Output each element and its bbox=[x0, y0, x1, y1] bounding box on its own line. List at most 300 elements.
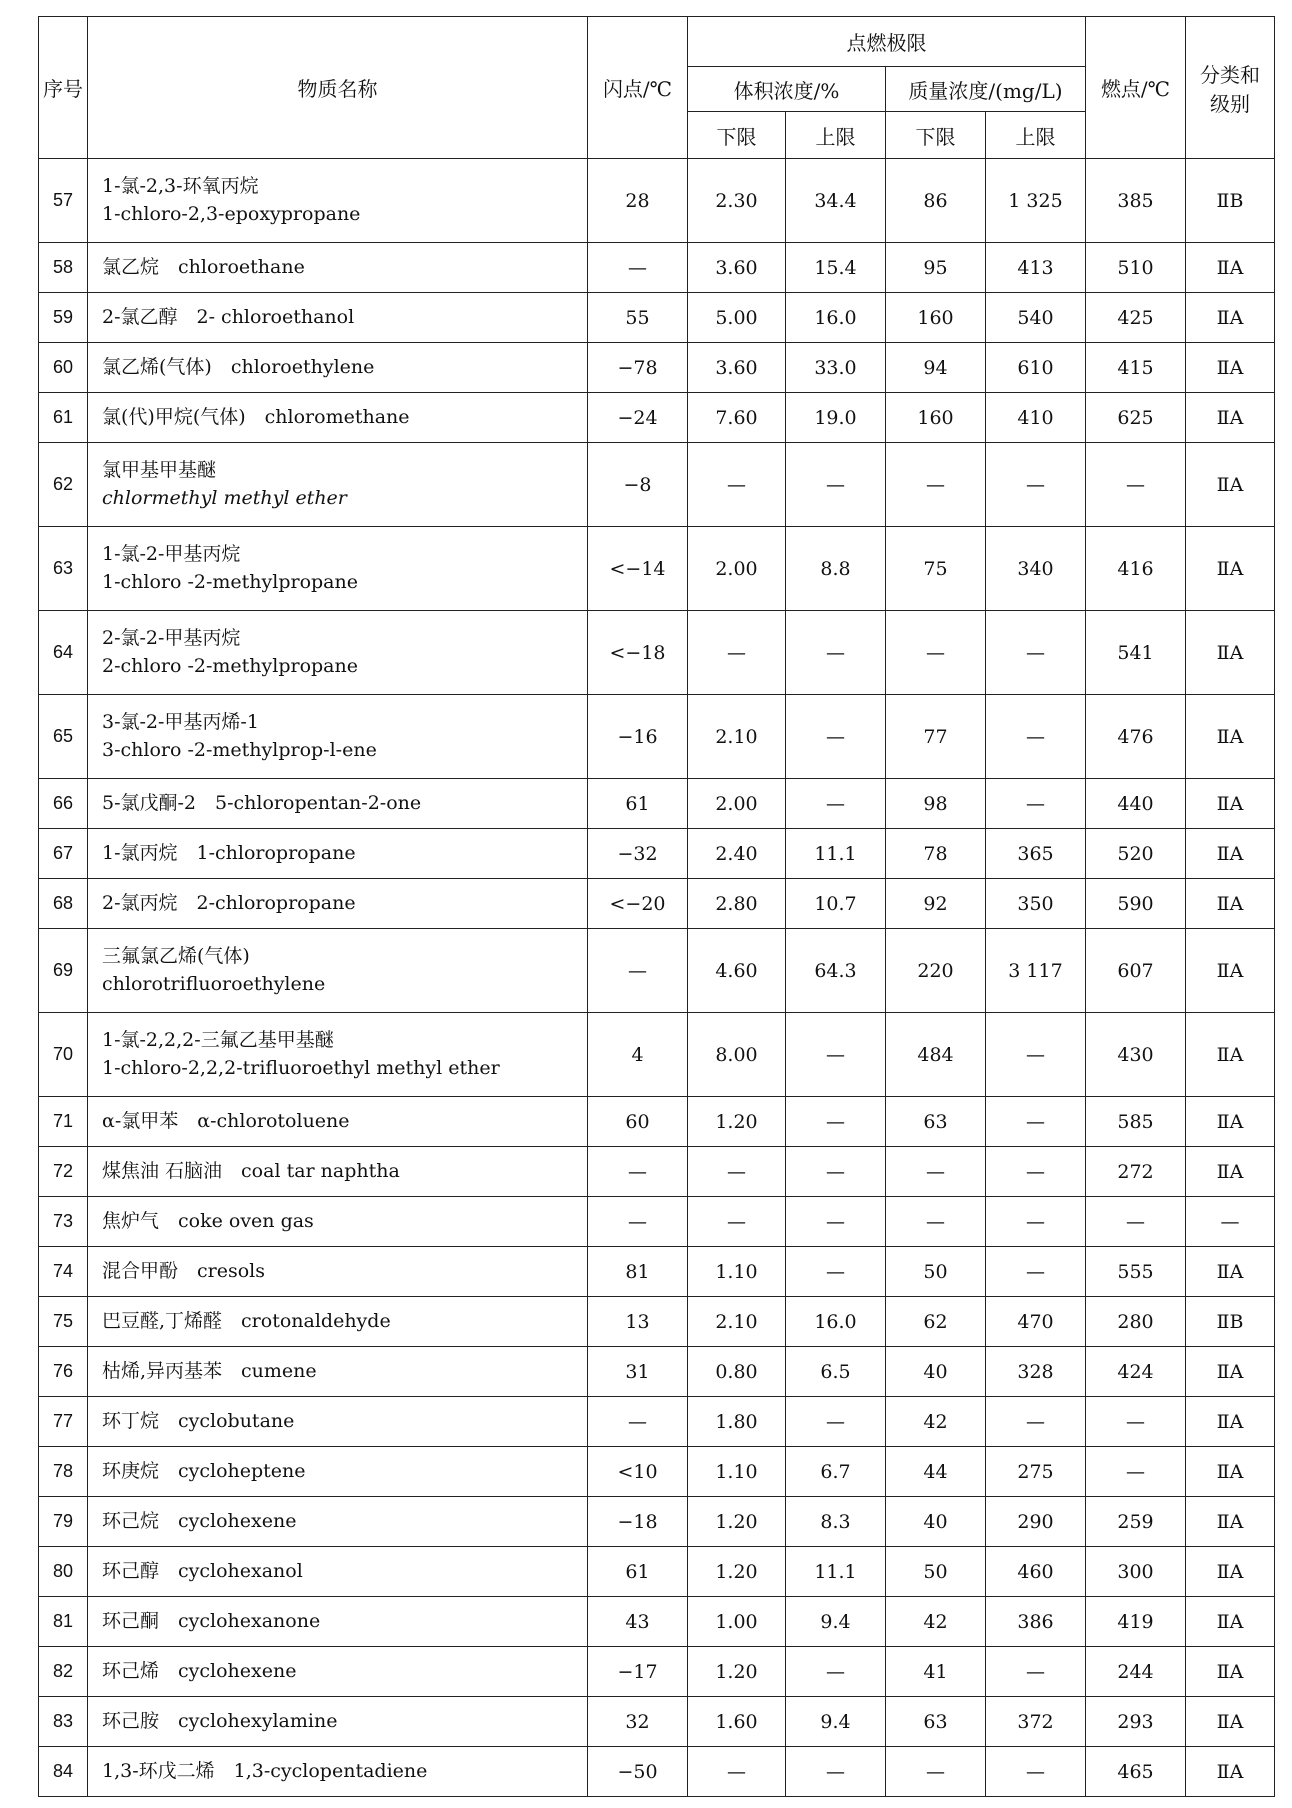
table-row bbox=[39, 1247, 1275, 1297]
row-vol-upper: 33.0 bbox=[786, 343, 886, 393]
row-ignition-point: 280 bbox=[1086, 1297, 1186, 1347]
row-ignition-point: 510 bbox=[1086, 243, 1186, 293]
row-classification: ⅡA bbox=[1186, 1013, 1275, 1097]
row-mass-lower: 98 bbox=[886, 779, 986, 829]
row-substance-name: 环己烷 cyclohexene bbox=[88, 1497, 588, 1547]
row-ignition-point: 440 bbox=[1086, 779, 1186, 829]
row-seq: 60 bbox=[39, 343, 88, 393]
table-row bbox=[39, 611, 1275, 695]
row-flash-point: <−20 bbox=[588, 879, 688, 929]
row-ignition-point: 590 bbox=[1086, 879, 1186, 929]
table-row bbox=[39, 929, 1275, 1013]
row-ignition-point: 607 bbox=[1086, 929, 1186, 1013]
row-vol-lower: 3.60 bbox=[688, 243, 786, 293]
row-substance-name: 枯烯,异丙基苯 cumene bbox=[88, 1347, 588, 1397]
row-classification: ⅡB bbox=[1186, 159, 1275, 243]
table-row bbox=[39, 1013, 1275, 1097]
row-classification: ⅡA bbox=[1186, 443, 1275, 527]
row-vol-upper: — bbox=[786, 1747, 886, 1797]
row-mass-lower: — bbox=[886, 1747, 986, 1797]
table-row bbox=[39, 1697, 1275, 1747]
row-mass-lower: 63 bbox=[886, 1097, 986, 1147]
row-mass-upper: — bbox=[986, 443, 1086, 527]
row-ignition-point: — bbox=[1086, 1397, 1186, 1447]
row-flash-point: −18 bbox=[588, 1497, 688, 1547]
row-mass-lower: — bbox=[886, 1147, 986, 1197]
row-substance-name bbox=[88, 527, 588, 611]
flammability-table bbox=[38, 16, 1275, 1797]
row-vol-upper: — bbox=[786, 1197, 886, 1247]
row-seq: 57 bbox=[39, 159, 88, 243]
row-ignition-point: 625 bbox=[1086, 393, 1186, 443]
row-substance-name bbox=[88, 695, 588, 779]
row-ignition-point: 465 bbox=[1086, 1747, 1186, 1797]
substance-name-en: 3-chloro -2-methylprop-l-ene bbox=[102, 738, 377, 761]
row-flash-point: <−18 bbox=[588, 611, 688, 695]
row-vol-lower: 1.60 bbox=[688, 1697, 786, 1747]
row-vol-upper: 9.4 bbox=[786, 1697, 886, 1747]
header-class-line1: 分类和 bbox=[1200, 62, 1260, 87]
row-ignition-point: 244 bbox=[1086, 1647, 1186, 1697]
row-vol-lower: 0.80 bbox=[688, 1347, 786, 1397]
row-mass-lower: 92 bbox=[886, 879, 986, 929]
row-vol-lower: 2.00 bbox=[688, 779, 786, 829]
table-row bbox=[39, 527, 1275, 611]
row-mass-lower: 484 bbox=[886, 1013, 986, 1097]
row-mass-lower: — bbox=[886, 611, 986, 695]
row-mass-upper: 328 bbox=[986, 1347, 1086, 1397]
row-mass-upper: 410 bbox=[986, 393, 1086, 443]
row-seq: 62 bbox=[39, 443, 88, 527]
row-flash-point: 60 bbox=[588, 1097, 688, 1147]
row-flash-point: 32 bbox=[588, 1697, 688, 1747]
row-flash-point: — bbox=[588, 929, 688, 1013]
row-classification: ⅡA bbox=[1186, 527, 1275, 611]
row-classification: ⅡA bbox=[1186, 1247, 1275, 1297]
row-mass-upper: — bbox=[986, 1197, 1086, 1247]
row-substance-name: 氯乙烯(气体) chloroethylene bbox=[88, 343, 588, 393]
table-row bbox=[39, 1597, 1275, 1647]
row-mass-upper: — bbox=[986, 1097, 1086, 1147]
row-mass-lower: 40 bbox=[886, 1347, 986, 1397]
row-flash-point: 61 bbox=[588, 779, 688, 829]
table-row bbox=[39, 343, 1275, 393]
row-vol-upper: 15.4 bbox=[786, 243, 886, 293]
row-vol-lower: — bbox=[688, 1147, 786, 1197]
row-seq: 58 bbox=[39, 243, 88, 293]
row-substance-name bbox=[88, 611, 588, 695]
table-row bbox=[39, 829, 1275, 879]
row-seq: 67 bbox=[39, 829, 88, 879]
row-vol-upper: 19.0 bbox=[786, 393, 886, 443]
row-flash-point: 28 bbox=[588, 159, 688, 243]
row-classification: — bbox=[1186, 1197, 1275, 1247]
row-seq: 68 bbox=[39, 879, 88, 929]
table-row bbox=[39, 159, 1275, 243]
row-classification: ⅡA bbox=[1186, 1547, 1275, 1597]
substance-name-en: 1-chloro -2-methylpropane bbox=[102, 570, 358, 593]
row-mass-lower: 42 bbox=[886, 1397, 986, 1447]
row-seq: 65 bbox=[39, 695, 88, 779]
table-row bbox=[39, 1397, 1275, 1447]
substance-name-cn: 1-氯-2,3-环氧丙烷 bbox=[102, 174, 259, 197]
header-name: 物质名称 bbox=[88, 17, 588, 159]
row-flash-point: 13 bbox=[588, 1297, 688, 1347]
row-vol-lower: 8.00 bbox=[688, 1013, 786, 1097]
row-mass-upper: 3 117 bbox=[986, 929, 1086, 1013]
row-substance-name: 氯(代)甲烷(气体) chloromethane bbox=[88, 393, 588, 443]
row-seq: 80 bbox=[39, 1547, 88, 1597]
substance-name-en: 1-chloro-2,2,2-trifluoroethyl methyl ether bbox=[102, 1056, 500, 1079]
row-vol-upper: 6.5 bbox=[786, 1347, 886, 1397]
row-mass-lower: 40 bbox=[886, 1497, 986, 1547]
row-vol-upper: — bbox=[786, 779, 886, 829]
row-mass-upper: 290 bbox=[986, 1497, 1086, 1547]
row-classification: ⅡA bbox=[1186, 1497, 1275, 1547]
header-classification bbox=[1186, 17, 1275, 159]
row-flash-point: −50 bbox=[588, 1747, 688, 1797]
header-mass-concentration: 质量浓度/(mg/L) bbox=[886, 67, 1086, 112]
header-seq: 序号 bbox=[39, 17, 88, 159]
row-substance-name: 氯乙烷 chloroethane bbox=[88, 243, 588, 293]
row-classification: ⅡA bbox=[1186, 1447, 1275, 1497]
table-row bbox=[39, 393, 1275, 443]
row-flash-point: 55 bbox=[588, 293, 688, 343]
row-vol-upper: 64.3 bbox=[786, 929, 886, 1013]
row-flash-point: 81 bbox=[588, 1247, 688, 1297]
row-flash-point: −8 bbox=[588, 443, 688, 527]
row-vol-upper: 8.8 bbox=[786, 527, 886, 611]
row-vol-lower: 3.60 bbox=[688, 343, 786, 393]
row-mass-upper: — bbox=[986, 1247, 1086, 1297]
row-mass-upper: — bbox=[986, 779, 1086, 829]
table-row bbox=[39, 879, 1275, 929]
row-seq: 76 bbox=[39, 1347, 88, 1397]
row-seq: 79 bbox=[39, 1497, 88, 1547]
row-vol-upper: — bbox=[786, 611, 886, 695]
substance-name-cn: 1-氯-2,2,2-三氟乙基甲基醚 bbox=[102, 1028, 334, 1051]
row-classification: ⅡA bbox=[1186, 1147, 1275, 1197]
row-ignition-point: 385 bbox=[1086, 159, 1186, 243]
row-substance-name: 环丁烷 cyclobutane bbox=[88, 1397, 588, 1447]
row-vol-lower: 5.00 bbox=[688, 293, 786, 343]
row-vol-upper: 10.7 bbox=[786, 879, 886, 929]
row-vol-lower: 2.10 bbox=[688, 1297, 786, 1347]
row-substance-name: 2-氯乙醇 2- chloroethanol bbox=[88, 293, 588, 343]
row-flash-point: −16 bbox=[588, 695, 688, 779]
row-vol-lower: 1.10 bbox=[688, 1247, 786, 1297]
row-substance-name: 混合甲酚 cresols bbox=[88, 1247, 588, 1297]
table-row bbox=[39, 1297, 1275, 1347]
row-classification: ⅡB bbox=[1186, 1297, 1275, 1347]
row-substance-name bbox=[88, 443, 588, 527]
row-flash-point: <−14 bbox=[588, 527, 688, 611]
row-classification: ⅡA bbox=[1186, 1597, 1275, 1647]
row-ignition-point: — bbox=[1086, 443, 1186, 527]
header-ignition-limits: 点燃极限 bbox=[688, 17, 1086, 67]
table-row bbox=[39, 1097, 1275, 1147]
row-classification: ⅡA bbox=[1186, 695, 1275, 779]
row-mass-lower: 86 bbox=[886, 159, 986, 243]
substance-name-cn: 三氟氯乙烯(气体) bbox=[102, 944, 250, 967]
row-mass-upper: — bbox=[986, 695, 1086, 779]
row-mass-lower: 77 bbox=[886, 695, 986, 779]
row-vol-lower: — bbox=[688, 611, 786, 695]
row-vol-lower: 2.30 bbox=[688, 159, 786, 243]
row-ignition-point: 430 bbox=[1086, 1013, 1186, 1097]
row-classification: ⅡA bbox=[1186, 1097, 1275, 1147]
header-ignition-point: 燃点/℃ bbox=[1086, 17, 1186, 159]
row-substance-name: 5-氯戊酮-2 5-chloropentan-2-one bbox=[88, 779, 588, 829]
row-vol-upper: 11.1 bbox=[786, 829, 886, 879]
row-vol-upper: — bbox=[786, 1013, 886, 1097]
row-classification: ⅡA bbox=[1186, 1647, 1275, 1697]
row-seq: 59 bbox=[39, 293, 88, 343]
row-ignition-point: 415 bbox=[1086, 343, 1186, 393]
row-flash-point: −17 bbox=[588, 1647, 688, 1697]
row-vol-upper: 34.4 bbox=[786, 159, 886, 243]
header-class-line2: 级别 bbox=[1210, 91, 1250, 116]
row-substance-name: 1,3-环戊二烯 1,3-cyclopentadiene bbox=[88, 1747, 588, 1797]
header-volume-concentration: 体积浓度/% bbox=[688, 67, 886, 112]
row-substance-name: 巴豆醛,丁烯醛 crotonaldehyde bbox=[88, 1297, 588, 1347]
substance-name-cn: 氯甲基甲基醚 bbox=[102, 458, 217, 481]
row-ignition-point: — bbox=[1086, 1447, 1186, 1497]
row-mass-upper: 610 bbox=[986, 343, 1086, 393]
row-substance-name: 环庚烷 cycloheptene bbox=[88, 1447, 588, 1497]
table-row bbox=[39, 695, 1275, 779]
row-ignition-point: 555 bbox=[1086, 1247, 1186, 1297]
row-ignition-point: 520 bbox=[1086, 829, 1186, 879]
row-vol-upper: — bbox=[786, 1247, 886, 1297]
header-mass-lower: 下限 bbox=[886, 112, 986, 159]
row-mass-upper: 372 bbox=[986, 1697, 1086, 1747]
row-vol-lower: 1.10 bbox=[688, 1447, 786, 1497]
row-mass-upper: 1 325 bbox=[986, 159, 1086, 243]
table-row bbox=[39, 293, 1275, 343]
row-substance-name: 2-氯丙烷 2-chloropropane bbox=[88, 879, 588, 929]
substance-name-en: 1-chloro-2,3-epoxypropane bbox=[102, 202, 361, 225]
row-mass-upper: 470 bbox=[986, 1297, 1086, 1347]
row-vol-upper: 16.0 bbox=[786, 1297, 886, 1347]
header-mass-upper: 上限 bbox=[986, 112, 1086, 159]
row-ignition-point: — bbox=[1086, 1197, 1186, 1247]
header-vol-upper: 上限 bbox=[786, 112, 886, 159]
row-mass-lower: 50 bbox=[886, 1247, 986, 1297]
row-vol-lower: 1.20 bbox=[688, 1547, 786, 1597]
row-substance-name: 1-氯丙烷 1-chloropropane bbox=[88, 829, 588, 879]
row-flash-point: <10 bbox=[588, 1447, 688, 1497]
row-classification: ⅡA bbox=[1186, 829, 1275, 879]
row-seq: 73 bbox=[39, 1197, 88, 1247]
row-vol-lower: — bbox=[688, 443, 786, 527]
row-classification: ⅡA bbox=[1186, 293, 1275, 343]
row-seq: 74 bbox=[39, 1247, 88, 1297]
row-vol-upper: — bbox=[786, 1647, 886, 1697]
row-flash-point: 4 bbox=[588, 1013, 688, 1097]
row-vol-lower: — bbox=[688, 1747, 786, 1797]
row-vol-lower: 4.60 bbox=[688, 929, 786, 1013]
row-mass-lower: 44 bbox=[886, 1447, 986, 1497]
row-mass-upper: — bbox=[986, 1647, 1086, 1697]
row-vol-lower: 2.10 bbox=[688, 695, 786, 779]
substance-name-en: 2-chloro -2-methylpropane bbox=[102, 654, 358, 677]
table-row bbox=[39, 1347, 1275, 1397]
row-mass-upper: — bbox=[986, 1397, 1086, 1447]
table-header bbox=[39, 17, 1275, 159]
row-flash-point: −32 bbox=[588, 829, 688, 879]
row-seq: 64 bbox=[39, 611, 88, 695]
row-ignition-point: 424 bbox=[1086, 1347, 1186, 1397]
table-row bbox=[39, 1547, 1275, 1597]
row-vol-lower: 1.20 bbox=[688, 1497, 786, 1547]
row-classification: ⅡA bbox=[1186, 1397, 1275, 1447]
row-vol-lower: — bbox=[688, 1197, 786, 1247]
row-classification: ⅡA bbox=[1186, 611, 1275, 695]
row-seq: 71 bbox=[39, 1097, 88, 1147]
row-seq: 69 bbox=[39, 929, 88, 1013]
table-row bbox=[39, 243, 1275, 293]
row-ignition-point: 272 bbox=[1086, 1147, 1186, 1197]
table-row bbox=[39, 1197, 1275, 1247]
row-seq: 75 bbox=[39, 1297, 88, 1347]
substance-name-cn: 1-氯-2-甲基丙烷 bbox=[102, 542, 241, 565]
table-row bbox=[39, 1747, 1275, 1797]
row-vol-upper: — bbox=[786, 1097, 886, 1147]
row-vol-upper: — bbox=[786, 1397, 886, 1447]
row-flash-point: 31 bbox=[588, 1347, 688, 1397]
row-classification: ⅡA bbox=[1186, 879, 1275, 929]
row-mass-upper: 386 bbox=[986, 1597, 1086, 1647]
row-mass-lower: 94 bbox=[886, 343, 986, 393]
row-vol-upper: 16.0 bbox=[786, 293, 886, 343]
row-mass-upper: 350 bbox=[986, 879, 1086, 929]
substance-name-cn: 3-氯-2-甲基丙烯-1 bbox=[102, 710, 259, 733]
row-vol-upper: 8.3 bbox=[786, 1497, 886, 1547]
row-mass-lower: 160 bbox=[886, 293, 986, 343]
row-flash-point: 61 bbox=[588, 1547, 688, 1597]
row-seq: 81 bbox=[39, 1597, 88, 1647]
row-vol-lower: 1.20 bbox=[688, 1647, 786, 1697]
row-substance-name: 环己酮 cyclohexanone bbox=[88, 1597, 588, 1647]
row-classification: ⅡA bbox=[1186, 929, 1275, 1013]
row-mass-lower: 63 bbox=[886, 1697, 986, 1747]
row-mass-upper: — bbox=[986, 1147, 1086, 1197]
table-row bbox=[39, 443, 1275, 527]
row-seq: 84 bbox=[39, 1747, 88, 1797]
table-row bbox=[39, 1447, 1275, 1497]
row-seq: 70 bbox=[39, 1013, 88, 1097]
row-classification: ⅡA bbox=[1186, 343, 1275, 393]
table-row bbox=[39, 779, 1275, 829]
row-seq: 78 bbox=[39, 1447, 88, 1497]
row-flash-point: −24 bbox=[588, 393, 688, 443]
row-ignition-point: 425 bbox=[1086, 293, 1186, 343]
row-substance-name: 煤焦油 石脑油 coal tar naphtha bbox=[88, 1147, 588, 1197]
row-mass-upper: — bbox=[986, 1013, 1086, 1097]
row-vol-upper: — bbox=[786, 695, 886, 779]
row-seq: 83 bbox=[39, 1697, 88, 1747]
row-vol-upper: — bbox=[786, 443, 886, 527]
row-flash-point: — bbox=[588, 1197, 688, 1247]
row-mass-lower: 220 bbox=[886, 929, 986, 1013]
row-ignition-point: 419 bbox=[1086, 1597, 1186, 1647]
row-classification: ⅡA bbox=[1186, 243, 1275, 293]
row-mass-lower: 160 bbox=[886, 393, 986, 443]
substance-name-en: chlorotrifluoroethylene bbox=[102, 972, 326, 995]
row-flash-point: — bbox=[588, 1147, 688, 1197]
row-substance-name: 焦炉气 coke oven gas bbox=[88, 1197, 588, 1247]
row-mass-upper: 365 bbox=[986, 829, 1086, 879]
row-substance-name: 环己醇 cyclohexanol bbox=[88, 1547, 588, 1597]
substance-name-en: chlormethyl methyl ether bbox=[102, 486, 347, 509]
row-substance-name: α-氯甲苯 α-chlorotoluene bbox=[88, 1097, 588, 1147]
header-vol-lower: 下限 bbox=[688, 112, 786, 159]
row-mass-lower: 41 bbox=[886, 1647, 986, 1697]
table-row bbox=[39, 1647, 1275, 1697]
row-classification: ⅡA bbox=[1186, 1697, 1275, 1747]
header-flash-point: 闪点/℃ bbox=[588, 17, 688, 159]
table-row bbox=[39, 1497, 1275, 1547]
row-mass-upper: 413 bbox=[986, 243, 1086, 293]
row-vol-lower: 2.00 bbox=[688, 527, 786, 611]
row-mass-upper: — bbox=[986, 1747, 1086, 1797]
row-substance-name bbox=[88, 1013, 588, 1097]
row-mass-lower: 75 bbox=[886, 527, 986, 611]
row-mass-lower: 42 bbox=[886, 1597, 986, 1647]
row-vol-lower: 7.60 bbox=[688, 393, 786, 443]
row-vol-lower: 1.00 bbox=[688, 1597, 786, 1647]
row-substance-name bbox=[88, 929, 588, 1013]
row-vol-lower: 2.40 bbox=[688, 829, 786, 879]
row-mass-lower: 50 bbox=[886, 1547, 986, 1597]
row-classification: ⅡA bbox=[1186, 393, 1275, 443]
row-ignition-point: 259 bbox=[1086, 1497, 1186, 1547]
substance-name-cn: 2-氯-2-甲基丙烷 bbox=[102, 626, 241, 649]
row-substance-name: 环己烯 cyclohexene bbox=[88, 1647, 588, 1697]
row-vol-upper: 6.7 bbox=[786, 1447, 886, 1497]
row-vol-upper: 11.1 bbox=[786, 1547, 886, 1597]
row-mass-lower: 95 bbox=[886, 243, 986, 293]
row-ignition-point: 541 bbox=[1086, 611, 1186, 695]
row-mass-upper: — bbox=[986, 611, 1086, 695]
row-ignition-point: 416 bbox=[1086, 527, 1186, 611]
row-mass-lower: — bbox=[886, 443, 986, 527]
row-substance-name: 环己胺 cyclohexylamine bbox=[88, 1697, 588, 1747]
row-vol-lower: 1.80 bbox=[688, 1397, 786, 1447]
row-vol-lower: 2.80 bbox=[688, 879, 786, 929]
row-ignition-point: 585 bbox=[1086, 1097, 1186, 1147]
row-mass-upper: 460 bbox=[986, 1547, 1086, 1597]
row-seq: 77 bbox=[39, 1397, 88, 1447]
row-mass-lower: 78 bbox=[886, 829, 986, 879]
row-mass-upper: 540 bbox=[986, 293, 1086, 343]
table-row bbox=[39, 1147, 1275, 1197]
row-classification: ⅡA bbox=[1186, 1747, 1275, 1797]
row-vol-lower: 1.20 bbox=[688, 1097, 786, 1147]
row-ignition-point: 476 bbox=[1086, 695, 1186, 779]
row-flash-point: −78 bbox=[588, 343, 688, 393]
row-flash-point: — bbox=[588, 1397, 688, 1447]
row-flash-point: — bbox=[588, 243, 688, 293]
row-seq: 66 bbox=[39, 779, 88, 829]
row-ignition-point: 293 bbox=[1086, 1697, 1186, 1747]
row-classification: ⅡA bbox=[1186, 779, 1275, 829]
row-flash-point: 43 bbox=[588, 1597, 688, 1647]
row-seq: 61 bbox=[39, 393, 88, 443]
row-seq: 63 bbox=[39, 527, 88, 611]
row-seq: 82 bbox=[39, 1647, 88, 1697]
